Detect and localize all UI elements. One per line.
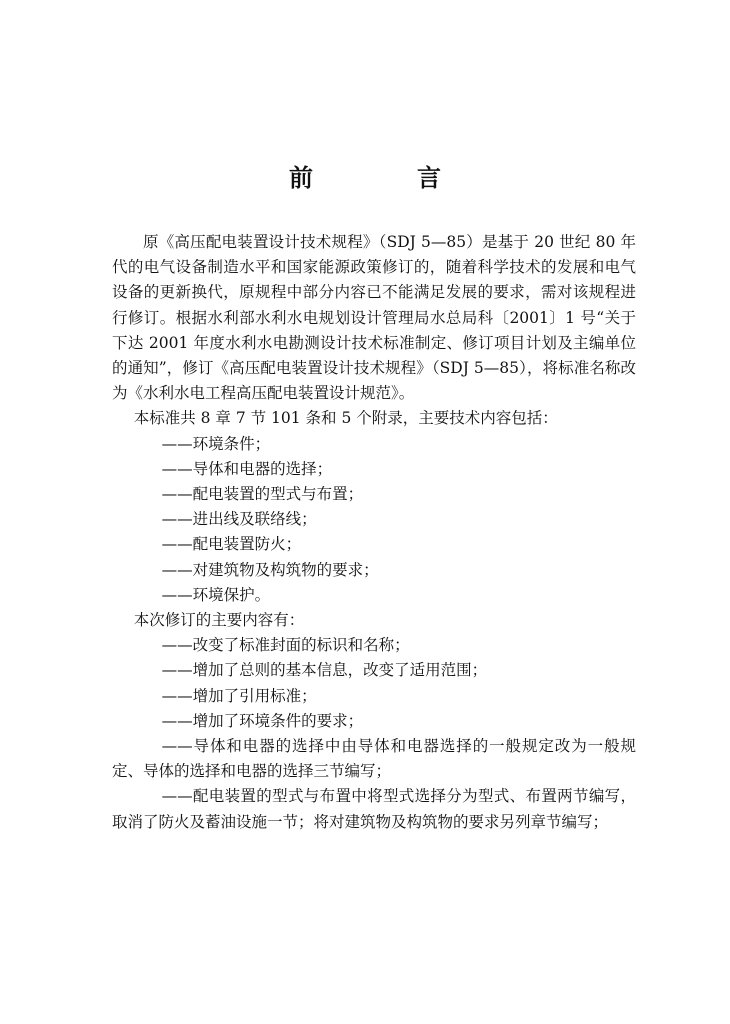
list-item [112,532,636,557]
dash: —— [161,737,193,756]
list-item [112,482,636,507]
list-item-text: 环境保护。 [192,585,271,604]
dash: —— [161,459,193,478]
list-item [112,784,636,834]
dash: —— [161,711,193,730]
list-item [112,734,636,784]
preface-paragraph-1: 原《高压配电装置设计技术规程》（SDJ 5—85）是基于 20 世纪 80 年代的电气设备制造水平和国家能源政策修订的，随着科学技术的发展和电气设备的更新换代，原规程中部分内容已不能满足发展的要求，需对该规程进行修订。根据水利部水利水电规划设计管理局水总局科〔2001〕1 号“关于下达 2001 年度水利水电勘测设计技术标准制定、修订项目计划及主编单位的通知”，修订《高压配电装置设计技术规程》（SDJ 5—85），将标准名称改为《水利水电工程高压配电装置设计规范》。 [112,233,636,403]
list-item-text: 导体和电器的选择； [192,459,333,478]
dash: —— [161,560,193,579]
list-item [112,658,636,683]
contents-list [112,432,636,608]
list-item-text: 环境条件； [192,434,271,453]
revision-list [112,633,636,835]
dash: —— [161,585,193,604]
list-item [112,558,636,583]
preface-paragraph-3: 本次修订的主要内容有： [133,611,305,630]
dash: —— [161,787,193,806]
dash: —— [161,535,193,554]
list-item-text: 增加了引用标准； [192,686,317,705]
dash: —— [161,510,193,529]
list-item [112,684,636,709]
list-item-text: 增加了总则的基本信息，改变了适用范围； [192,661,488,680]
list-item-text: 进出线及联络线； [192,510,317,529]
list-item [112,709,636,734]
dash: —— [161,661,193,680]
list-item-text: 改变了标准封面的标识和名称； [192,636,410,655]
list-item [112,507,636,532]
list-item-text: 配电装置的型式与布置中将型式选择分为型式、布置两节编写，取消了防火及蓄油设施一节；将对建筑物及构筑物的要求另列章节编写； [112,787,636,831]
list-item-text: 对建筑物及构筑物的要求； [192,560,379,579]
list-item-text: 导体和电器的选择中由导体和电器选择的一般规定改为一般规定、导体的选择和电器的选择三节编写； [112,737,636,781]
dash: —— [161,485,193,504]
list-item-text: 配电装置防火； [192,535,302,554]
list-item [112,432,636,457]
list-item [112,633,636,658]
dash: —— [161,434,193,453]
document-body [112,230,636,835]
preface-paragraph-2: 本标准共 8 章 7 节 101 条和 5 个附录，主要技术内容包括： [133,409,558,428]
dash: —— [161,636,193,655]
list-item [112,457,636,482]
page-title: 前 言 [289,164,481,192]
list-item-text: 配电装置的型式与布置； [192,485,364,504]
list-item-text: 增加了环境条件的要求； [192,711,364,730]
dash: —— [161,686,193,705]
list-item [112,583,636,608]
